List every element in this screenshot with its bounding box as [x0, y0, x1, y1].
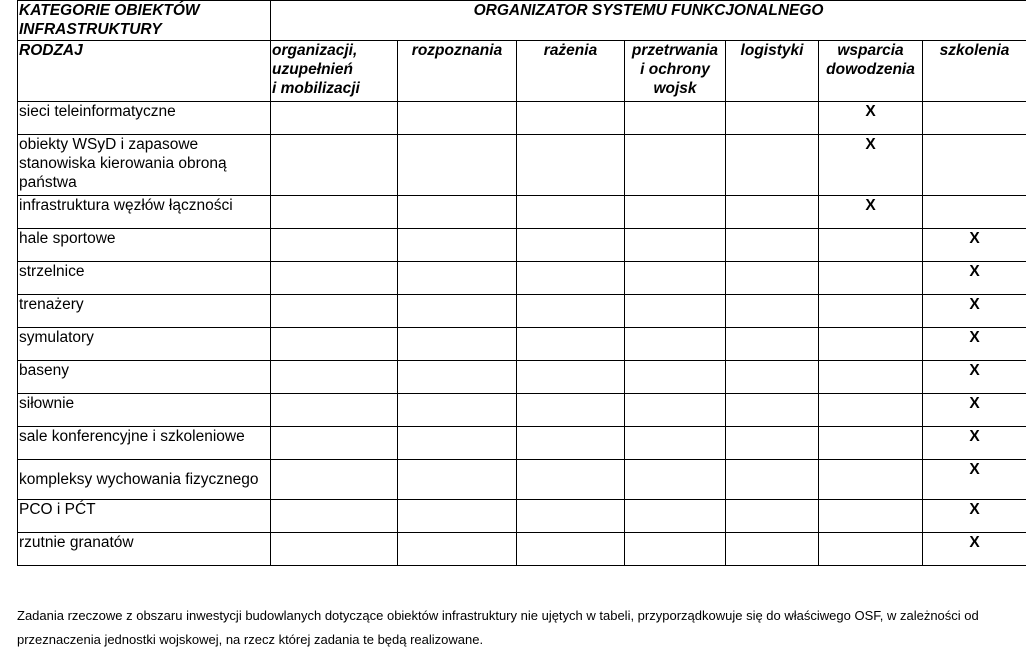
row-name: siłownie — [18, 394, 271, 427]
mark-cell — [271, 394, 398, 427]
mark-cell — [398, 361, 517, 394]
mark-cell — [819, 500, 923, 533]
row-name: symulatory — [18, 328, 271, 361]
mark-cell — [923, 135, 1026, 196]
mark-cell — [726, 328, 819, 361]
mark-cell — [819, 361, 923, 394]
mark-cell — [271, 460, 398, 500]
mark-cell — [517, 427, 625, 460]
mark-cell: X — [923, 427, 1026, 460]
mark-cell — [398, 460, 517, 500]
mark-cell — [625, 361, 726, 394]
mark-cell — [819, 295, 923, 328]
mark-cell — [517, 328, 625, 361]
mark-cell — [726, 460, 819, 500]
col-header-organizacji: organizacji, uzupełnień i mobilizacji — [271, 41, 398, 102]
mark-cell — [726, 102, 819, 135]
mark-cell: X — [923, 361, 1026, 394]
mark-cell — [398, 427, 517, 460]
mark-cell — [625, 328, 726, 361]
mark-cell — [726, 500, 819, 533]
table-row — [18, 533, 1026, 566]
mark-cell: X — [819, 196, 923, 229]
mark-cell — [271, 361, 398, 394]
mark-cell — [625, 533, 726, 566]
row-name: sale konferencyjne i szkoleniowe — [18, 427, 271, 460]
mark-cell — [398, 196, 517, 229]
mark-cell — [271, 196, 398, 229]
mark-cell — [625, 460, 726, 500]
mark-cell — [517, 229, 625, 262]
mark-cell — [517, 394, 625, 427]
mark-cell — [398, 533, 517, 566]
mark-cell: X — [923, 262, 1026, 295]
mark-cell: X — [923, 295, 1026, 328]
mark-cell — [726, 533, 819, 566]
row-name: baseny — [18, 361, 271, 394]
mark-cell — [398, 295, 517, 328]
mark-cell — [819, 427, 923, 460]
table-row — [18, 196, 1026, 229]
mark-cell — [819, 533, 923, 566]
header-row-columns — [18, 41, 1026, 102]
row-name: sieci teleinformatyczne — [18, 102, 271, 135]
col-header-logistyki: logistyki — [726, 41, 819, 102]
mark-cell — [517, 533, 625, 566]
mark-cell — [271, 229, 398, 262]
row-name: hale sportowe — [18, 229, 271, 262]
table-row — [18, 328, 1026, 361]
table-row — [18, 460, 1026, 500]
col-header-szkolenia: szkolenia — [923, 41, 1026, 102]
mark-cell — [726, 361, 819, 394]
mark-cell — [726, 262, 819, 295]
mark-cell — [271, 328, 398, 361]
table-row — [18, 229, 1026, 262]
mark-cell — [517, 102, 625, 135]
mark-cell — [819, 394, 923, 427]
mark-cell — [726, 394, 819, 427]
mark-cell: X — [819, 102, 923, 135]
mark-cell — [625, 295, 726, 328]
col-header-wsparcia: wsparcia dowodzenia — [819, 41, 923, 102]
mark-cell — [271, 135, 398, 196]
mark-cell — [819, 460, 923, 500]
col-header-przetrwania: przetrwania i ochrony wojsk — [625, 41, 726, 102]
mark-cell: X — [923, 229, 1026, 262]
table-row — [18, 427, 1026, 460]
mark-cell — [398, 500, 517, 533]
table-row — [18, 295, 1026, 328]
mark-cell — [819, 262, 923, 295]
table-row — [18, 135, 1026, 196]
mark-cell: X — [819, 135, 923, 196]
mark-cell — [517, 262, 625, 295]
organizer-header: ORGANIZATOR SYSTEMU FUNKCJONALNEGO — [271, 1, 1026, 41]
row-name: strzelnice — [18, 262, 271, 295]
category-header: KATEGORIE OBIEKTÓW INFRASTRUKTURY — [18, 1, 271, 41]
footnote: Zadania rzeczowe z obszaru inwestycji budowlanych dotyczące obiektów infrastruktury nie ujętych w tabeli, przyporządkowuje się do właściwego OSF, w zależności od przeznaczenia jednostki wojskowej, na rzecz której zadania te będą realizowane. — [17, 604, 1017, 652]
mark-cell — [517, 500, 625, 533]
mark-cell — [625, 262, 726, 295]
mark-cell: X — [923, 500, 1026, 533]
mark-cell — [517, 135, 625, 196]
mark-cell — [271, 295, 398, 328]
row-name: kompleksy wychowania fizycznego — [18, 460, 271, 500]
row-name: PCO i PĆT — [18, 500, 271, 533]
row-name: obiekty WSyD i zapasowe stanowiska kierowania obroną państwa — [18, 135, 271, 196]
mark-cell — [398, 262, 517, 295]
mark-cell — [625, 135, 726, 196]
mark-cell: X — [923, 328, 1026, 361]
mark-cell — [819, 328, 923, 361]
mark-cell — [271, 533, 398, 566]
mark-cell — [398, 328, 517, 361]
mark-cell — [398, 394, 517, 427]
row-name: rzutnie granatów — [18, 533, 271, 566]
table-row — [18, 500, 1026, 533]
mark-cell — [271, 500, 398, 533]
mark-cell — [726, 295, 819, 328]
mark-cell — [625, 196, 726, 229]
mark-cell — [923, 196, 1026, 229]
col-header-rozpoznania: rozpoznania — [398, 41, 517, 102]
table-row — [18, 262, 1026, 295]
mark-cell — [726, 229, 819, 262]
mark-cell: X — [923, 533, 1026, 566]
table-row — [18, 361, 1026, 394]
mark-cell — [271, 262, 398, 295]
mark-cell — [819, 229, 923, 262]
table-row — [18, 102, 1026, 135]
kind-header: RODZAJ — [18, 41, 271, 102]
mark-cell — [517, 295, 625, 328]
infrastructure-assignment-table — [17, 0, 1026, 566]
mark-cell — [625, 427, 726, 460]
mark-cell — [923, 102, 1026, 135]
table-row — [18, 394, 1026, 427]
mark-cell — [517, 460, 625, 500]
header-row-top — [18, 1, 1026, 41]
mark-cell — [398, 102, 517, 135]
row-name: trenażery — [18, 295, 271, 328]
mark-cell — [625, 229, 726, 262]
mark-cell — [398, 135, 517, 196]
row-name: infrastruktura węzłów łączności — [18, 196, 271, 229]
mark-cell — [271, 102, 398, 135]
mark-cell: X — [923, 394, 1026, 427]
mark-cell — [517, 361, 625, 394]
mark-cell — [398, 229, 517, 262]
mark-cell — [625, 500, 726, 533]
mark-cell — [726, 135, 819, 196]
col-header-razenia: rażenia — [517, 41, 625, 102]
mark-cell — [625, 102, 726, 135]
mark-cell — [726, 196, 819, 229]
mark-cell — [726, 427, 819, 460]
mark-cell: X — [923, 460, 1026, 500]
mark-cell — [271, 427, 398, 460]
mark-cell — [625, 394, 726, 427]
mark-cell — [517, 196, 625, 229]
